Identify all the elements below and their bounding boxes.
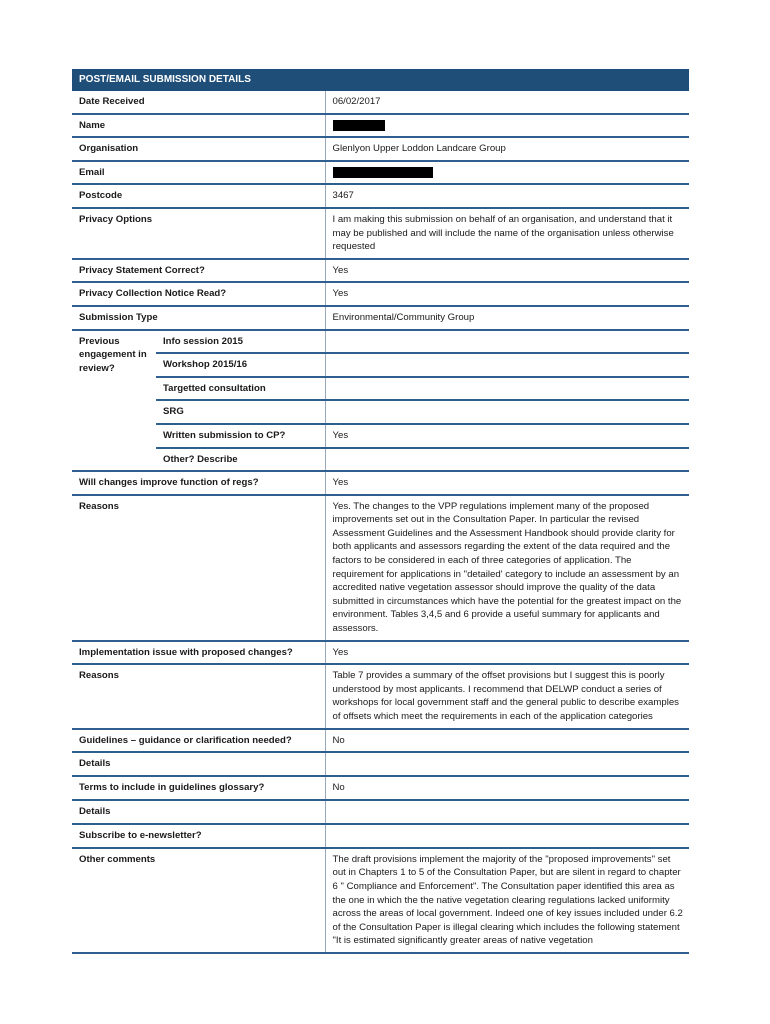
- label-other-describe: Other? Describe: [156, 448, 325, 472]
- label-submission-type: Submission Type: [72, 306, 325, 330]
- value-postcode: 3467: [325, 184, 689, 208]
- row-privacy-options: [72, 208, 689, 259]
- submission-form: [72, 69, 689, 954]
- label-implementation-issue: Implementation issue with proposed changes?: [72, 641, 325, 665]
- label-newsletter: Subscribe to e-newsletter?: [72, 824, 325, 848]
- row-reasons-1: [72, 495, 689, 641]
- row-glossary: [72, 776, 689, 800]
- row-date-received: [72, 91, 689, 114]
- label-details-2: Details: [72, 800, 325, 824]
- label-workshop: Workshop 2015/16: [156, 353, 325, 377]
- row-email: [72, 161, 689, 185]
- value-privacy-collection: Yes: [325, 282, 689, 306]
- row-postcode: [72, 184, 689, 208]
- row-organisation: [72, 137, 689, 161]
- value-reasons-2: Table 7 provides a summary of the offset provisions but I suggest this is poorly understood by most applicants. I recommend that DELWP conduct a series of workshops for local government staff and the general public to describe examples of offsets which meet the requirements in each of the application categories: [325, 664, 689, 728]
- value-written-submission: Yes: [325, 424, 689, 448]
- value-submission-type: Environmental/Community Group: [325, 306, 689, 330]
- row-improve-function: [72, 471, 689, 495]
- row-details-2: [72, 800, 689, 824]
- row-privacy-statement: [72, 259, 689, 283]
- row-engagement-info-session: [72, 330, 689, 354]
- submission-table: [72, 91, 689, 954]
- value-improve-function: Yes: [325, 471, 689, 495]
- label-info-session: Info session 2015: [156, 330, 325, 354]
- value-targetted-consultation: [325, 377, 689, 401]
- label-improve-function: Will changes improve function of regs?: [72, 471, 325, 495]
- row-engagement-written: [72, 424, 689, 448]
- label-date-received: Date Received: [72, 91, 325, 114]
- value-srg: [325, 400, 689, 424]
- label-name: Name: [72, 114, 325, 138]
- label-reasons-2: Reasons: [72, 664, 325, 728]
- redaction-bar: [333, 120, 385, 131]
- row-reasons-2: [72, 664, 689, 728]
- row-implementation-issue: [72, 641, 689, 665]
- label-glossary: Terms to include in guidelines glossary?: [72, 776, 325, 800]
- row-guidelines: [72, 729, 689, 753]
- value-implementation-issue: Yes: [325, 641, 689, 665]
- row-details-1: [72, 752, 689, 776]
- value-privacy-options: I am making this submission on behalf of an organisation, and understand that it may be published and will include the name of the organisation unless otherwise requested: [325, 208, 689, 259]
- row-submission-type: [72, 306, 689, 330]
- value-date-received: 06/02/2017: [325, 91, 689, 114]
- label-previous-engagement: Previous engagement in review?: [72, 330, 156, 472]
- value-email: [325, 161, 689, 185]
- label-privacy-statement: Privacy Statement Correct?: [72, 259, 325, 283]
- value-details-2: [325, 800, 689, 824]
- value-glossary: No: [325, 776, 689, 800]
- row-name: [72, 114, 689, 138]
- value-workshop: [325, 353, 689, 377]
- label-postcode: Postcode: [72, 184, 325, 208]
- label-organisation: Organisation: [72, 137, 325, 161]
- row-engagement-other: [72, 448, 689, 472]
- row-other-comments: [72, 848, 689, 953]
- label-email: Email: [72, 161, 325, 185]
- form-header: POST/EMAIL SUBMISSION DETAILS: [72, 69, 689, 91]
- value-other-describe: [325, 448, 689, 472]
- label-other-comments: Other comments: [72, 848, 325, 953]
- label-written-submission: Written submission to CP?: [156, 424, 325, 448]
- label-targetted-consultation: Targetted consultation: [156, 377, 325, 401]
- label-reasons-1: Reasons: [72, 495, 325, 641]
- value-organisation: Glenlyon Upper Loddon Landcare Group: [325, 137, 689, 161]
- value-info-session: [325, 330, 689, 354]
- label-guidelines: Guidelines – guidance or clarification needed?: [72, 729, 325, 753]
- label-details-1: Details: [72, 752, 325, 776]
- label-srg: SRG: [156, 400, 325, 424]
- value-newsletter: [325, 824, 689, 848]
- label-privacy-options: Privacy Options: [72, 208, 325, 259]
- value-details-1: [325, 752, 689, 776]
- row-newsletter: [72, 824, 689, 848]
- value-other-comments: The draft provisions implement the majority of the "proposed improvements" set out in Chapters 1 to 5 of the Consultation Paper, but are silent in regard to chapter 6 " Compliance and Enforcement". The Consultation paper identified this area as the one in which the the native vegetation clearing regulations lacked uniformity across the areas of local government. Indeed one of key issues included under 6.2 of the Consultation Paper is illegal clearing which includes the following statement "It is estimated significantly greater areas of native vegetation: [325, 848, 689, 953]
- value-guidelines: No: [325, 729, 689, 753]
- redaction-bar: [333, 167, 433, 178]
- value-name: [325, 114, 689, 138]
- row-privacy-collection: [72, 282, 689, 306]
- row-engagement-srg: [72, 400, 689, 424]
- label-privacy-collection: Privacy Collection Notice Read?: [72, 282, 325, 306]
- value-reasons-1: Yes. The changes to the VPP regulations implement many of the proposed improvements set out in the Consultation Paper. In particular the revised Assessment Guidelines and the Assessment Handbook should provide clarity for both applicants and assessors regarding the extent of the data required and the factors to be considered in each of three categories of application. The requirement for applications in "detailed' category to include an assessment by an accredited native vegetation assessor should improve the quality of the data submitted in circumstances which have the potential for the greatest impact on the environment. Tables 3,4,5 and 6 provide a useful summary for applicants and assessors.: [325, 495, 689, 641]
- row-engagement-targetted: [72, 377, 689, 401]
- row-engagement-workshop: [72, 353, 689, 377]
- value-privacy-statement: Yes: [325, 259, 689, 283]
